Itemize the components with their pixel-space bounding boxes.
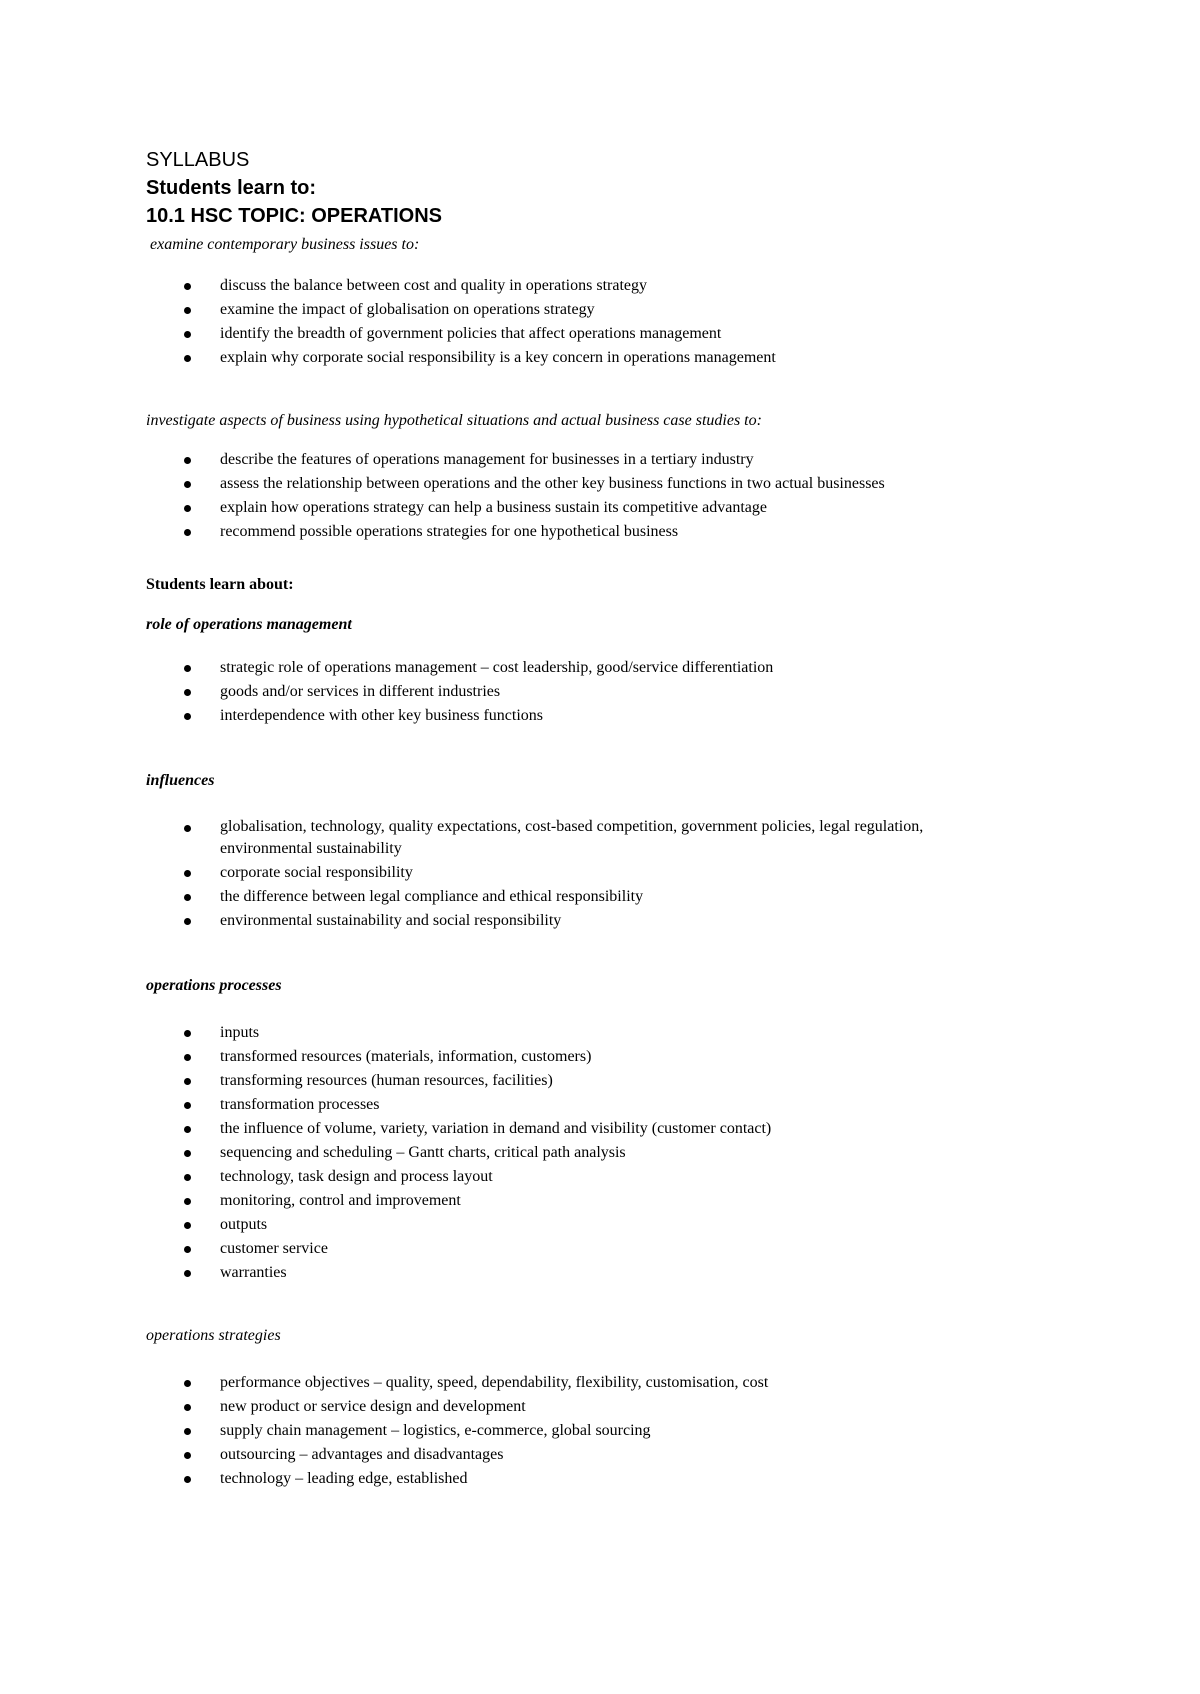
bullet-icon [184,355,191,362]
role-heading: role of operations management [146,616,352,633]
processes-list [146,1021,1066,1285]
bullet-icon [184,1380,191,1387]
influences-list [146,816,1066,933]
bullet-icon [184,457,191,464]
list-item: transformation processes [146,1093,1066,1117]
bullet-icon [184,505,191,512]
bullet-icon [184,1452,191,1459]
list-item: outputs [146,1213,1066,1237]
list-item: performance objectives – quality, speed, dependability, flexibility, customisation, cost [146,1371,1066,1395]
list-item: warranties [146,1261,1066,1285]
section1-intro: examine contemporary business issues to: [150,236,420,253]
bullet-icon [184,1476,191,1483]
list-item: transforming resources (human resources, facilities) [146,1069,1066,1093]
list-item: the difference between legal compliance and ethical responsibility [146,885,1066,909]
list-item: supply chain management – logistics, e-commerce, global sourcing [146,1419,1066,1443]
bullet-icon [184,1102,191,1109]
list-item: assess the relationship between operations and the other key business functions in two actual businesses [146,472,1066,496]
bullet-icon [184,529,191,536]
bullet-icon [184,307,191,314]
bullet-icon [184,1270,191,1277]
bullet-icon [184,713,191,720]
bullet-icon [184,1150,191,1157]
list-item: transformed resources (materials, information, customers) [146,1045,1066,1069]
list-item: goods and/or services in different industries [146,680,1066,704]
bullet-icon [184,1428,191,1435]
students-learn-about-heading: Students learn about: [146,576,294,593]
list-item: strategic role of operations management – cost leadership, good/service differentiation [146,656,1066,680]
strategies-list [146,1371,1066,1491]
syllabus-title: SYLLABUS [146,149,250,171]
list-item: the influence of volume, variety, variation in demand and visibility (customer contact) [146,1117,1066,1141]
list-item: outsourcing – advantages and disadvantages [146,1443,1066,1467]
processes-heading: operations processes [146,977,282,994]
list-item: corporate social responsibility [146,861,1066,885]
list-item: technology – leading edge, established [146,1467,1066,1491]
strategies-heading: operations strategies [146,1327,281,1344]
list-item: explain how operations strategy can help a business sustain its competitive advantage [146,496,1066,520]
list-item: inputs [146,1021,1066,1045]
bullet-icon [184,1030,191,1037]
bullet-icon [184,1174,191,1181]
students-learn-to-heading: Students learn to: [146,177,317,199]
bullet-icon [184,1078,191,1085]
bullet-icon [184,918,191,925]
bullet-icon [184,689,191,696]
bullet-icon [184,825,191,832]
bullet-icon [184,1198,191,1205]
list-item: identify the breadth of government policies that affect operations management [146,322,1066,346]
bullet-icon [184,1246,191,1253]
bullet-icon [184,1222,191,1229]
list-item: discuss the balance between cost and quality in operations strategy [146,274,1066,298]
bullet-icon [184,1126,191,1133]
list-item: new product or service design and development [146,1395,1066,1419]
list-item: explain why corporate social responsibility is a key concern in operations management [146,346,1066,370]
list-item: sequencing and scheduling – Gantt charts, critical path analysis [146,1141,1066,1165]
list-item: environmental sustainability and social responsibility [146,909,1066,933]
bullet-icon [184,1404,191,1411]
document-body [146,146,1066,1491]
list-item: globalisation, technology, quality expectations, cost-based competition, government policies, legal regulation, environmental sustainability [146,816,1066,861]
bullet-icon [184,481,191,488]
list-item: recommend possible operations strategies for one hypothetical business [146,520,1066,544]
list-item: technology, task design and process layout [146,1165,1066,1189]
bullet-icon [184,870,191,877]
bullet-icon [184,283,191,290]
bullet-icon [184,1054,191,1061]
role-list [146,656,1066,728]
influences-heading: influences [146,772,215,789]
topic-heading: 10.1 HSC TOPIC: OPERATIONS [146,205,442,227]
list-item: describe the features of operations management for businesses in a tertiary industry [146,448,1066,472]
list-item: monitoring, control and improvement [146,1189,1066,1213]
section2-intro: investigate aspects of business using hypothetical situations and actual business case studies to: [146,412,762,429]
list-item: examine the impact of globalisation on operations strategy [146,298,1066,322]
bullet-icon [184,894,191,901]
list-item: customer service [146,1237,1066,1261]
bullet-icon [184,331,191,338]
section2-list [146,448,1066,544]
section1-list [146,274,1066,370]
bullet-icon [184,665,191,672]
list-item: interdependence with other key business functions [146,704,1066,728]
